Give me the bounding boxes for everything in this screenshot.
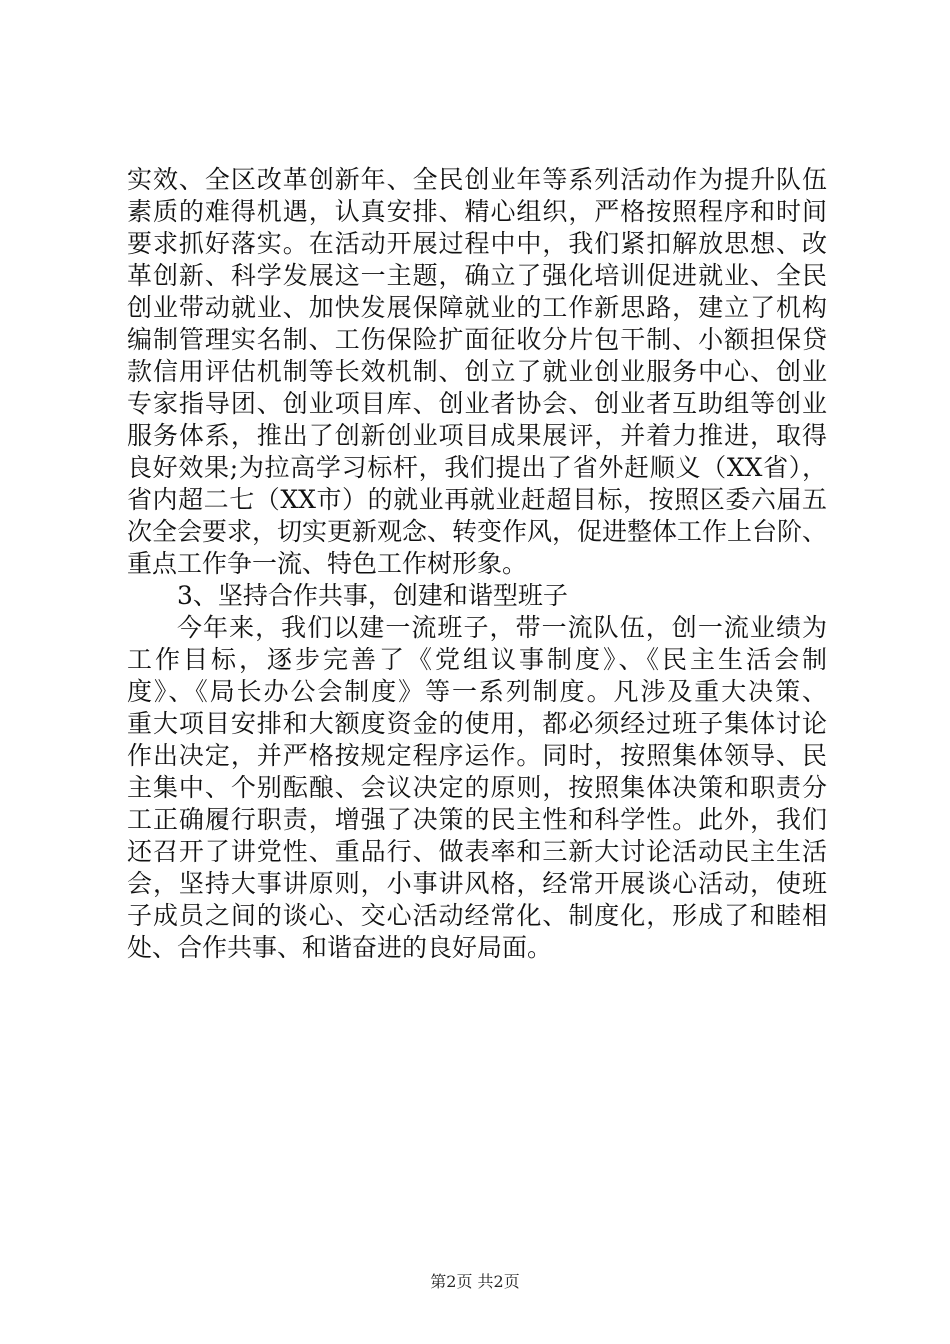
paragraph-line: 次全会要求，切实更新观念、转变作风，促进整体工作上台阶、 (127, 517, 827, 546)
paragraph-line: 今年来，我们以建一流班子，带一流队伍，创一流业绩为 (177, 613, 827, 642)
paragraph-line: 实效、全区改革创新年、全民创业年等系列活动作为提升队伍 (127, 165, 827, 194)
paragraph-line: 省内超二七（XX市）的就业再就业赶超目标，按照区委六届五 (127, 485, 827, 514)
paragraph-line: 重大项目安排和大额度资金的使用，都必须经过班子集体讨论 (127, 709, 827, 738)
paragraph-line: 重点工作争一流、特色工作树形象。 (127, 549, 528, 578)
paragraph-line: 工正确履行职责，增强了决策的民主性和科学性。此外，我们 (127, 805, 827, 834)
paragraph-line: 工作目标，逐步完善了《党组议事制度》、《民主生活会制 (127, 645, 827, 674)
paragraph-line: 作出决定，并严格按规定程序运作。同时，按照集体领导、民 (127, 741, 827, 770)
paragraph-line: 还召开了讲党性、重品行、做表率和三新大讨论活动民主生活 (127, 837, 827, 866)
page-number-footer: 第2页 共2页 (430, 1272, 520, 1291)
paragraph-line: 素质的难得机遇，认真安排、精心组织，严格按照程序和时间 (127, 197, 827, 226)
paragraph-line: 处、合作共事、和谐奋进的良好局面。 (127, 933, 553, 962)
paragraph-line: 子成员之间的谈心、交心活动经常化、制度化，形成了和睦相 (127, 901, 827, 930)
section-heading: 3、坚持合作共事，创建和谐型班子 (177, 581, 568, 610)
paragraph-line: 创业带动就业、加快发展保障就业的工作新思路，建立了机构 (127, 293, 827, 322)
paragraph-line: 专家指导团、创业项目库、创业者协会、创业者互助组等创业 (127, 389, 827, 418)
paragraph-line: 度》、《局长办公会制度》等一系列制度。凡涉及重大决策、 (127, 677, 827, 706)
paragraph-line: 要求抓好落实。在活动开展过程中中，我们紧扣解放思想、改 (127, 229, 827, 258)
paragraph-line: 款信用评估机制等长效机制、创立了就业创业服务中心、创业 (127, 357, 827, 386)
paragraph-line: 主集中、个别酝酿、会议决定的原则，按照集体决策和职责分 (127, 773, 827, 802)
document-body (127, 164, 827, 964)
paragraph-line: 革创新、科学发展这一主题，确立了强化培训促进就业、全民 (127, 261, 827, 290)
paragraph-line: 会，坚持大事讲原则，小事讲风格，经常开展谈心活动，使班 (127, 869, 827, 898)
paragraph-line: 服务体系，推出了创新创业项目成果展评，并着力推进，取得 (127, 421, 827, 450)
paragraph-line: 编制管理实名制、工伤保险扩面征收分片包干制、小额担保贷 (127, 325, 827, 354)
paragraph-line: 良好效果;为拉高学习标杆，我们提出了省外赶顺义（XX省）， (127, 453, 827, 482)
